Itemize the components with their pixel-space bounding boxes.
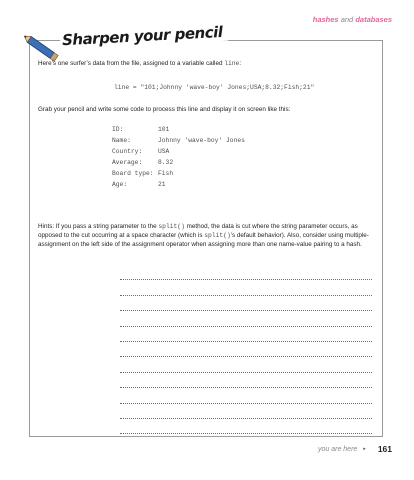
output-label: ID:	[112, 126, 124, 133]
intro-sentence: Here’s one surfer’s data from the file, assigned to a variable called	[38, 60, 223, 67]
answer-line[interactable]	[120, 388, 372, 403]
output-value: Fish	[158, 170, 174, 177]
output-row	[112, 146, 245, 157]
answer-line[interactable]	[120, 373, 372, 388]
hints-code-2: split()	[204, 232, 231, 240]
output-row	[112, 124, 245, 135]
hints-paragraph	[38, 222, 373, 250]
answer-line[interactable]	[120, 296, 372, 311]
hints-part-3: ’s default behavior). Also, consider using multiple-assignment on the left side of the assignment operator when assigning more than one name-value pairing to a hash.	[38, 232, 369, 249]
answer-line[interactable]	[120, 404, 372, 419]
hints-part-2: method, the data is cut where the string parameter occurs, as opposed to the cut occurring at a space character (which is	[38, 223, 358, 240]
instruction-text: Grab your pencil and write some code to process this line and display it on screen like this:	[38, 106, 291, 113]
output-row	[112, 179, 245, 190]
output-row	[112, 168, 245, 179]
intro-colon: :	[239, 60, 242, 67]
output-value: 21	[158, 181, 166, 188]
running-head-databases: databases	[355, 15, 392, 24]
output-label: Name:	[112, 137, 131, 144]
sharpen-your-pencil-heading: Sharpen your pencil	[60, 23, 229, 50]
output-row	[112, 157, 245, 168]
output-label: Average:	[112, 159, 143, 166]
output-value: Johnny 'wave-boy' Jones	[158, 137, 245, 144]
answer-lines[interactable]	[120, 265, 372, 434]
output-label: Board type:	[112, 170, 154, 177]
running-head-hashes: hashes	[312, 15, 339, 24]
arrow-icon: ▸	[363, 446, 366, 452]
sample-output	[112, 124, 245, 190]
hints-code-1: split()	[158, 223, 185, 230]
answer-line[interactable]	[120, 419, 372, 434]
page-footer	[318, 444, 392, 454]
answer-line[interactable]	[120, 342, 372, 357]
answer-line[interactable]	[120, 311, 372, 326]
output-value: 8.32	[158, 159, 174, 166]
output-value: 101	[158, 126, 170, 133]
you-are-here-label: you are here	[317, 445, 358, 453]
answer-line[interactable]	[120, 327, 372, 342]
output-row	[112, 135, 245, 146]
answer-line[interactable]	[120, 280, 372, 295]
hints-part-1: Hints: If you pass a string parameter to the	[38, 223, 157, 230]
intro-variable: line	[224, 60, 240, 67]
code-line: line = "101;Johnny 'wave-boy' Jones;USA;8.32;Fish;21"	[114, 84, 315, 91]
intro-text	[38, 60, 241, 67]
page-number: 161	[377, 444, 392, 454]
running-head-and: and	[340, 15, 354, 24]
answer-line[interactable]	[120, 265, 372, 280]
running-head	[313, 15, 392, 24]
output-value: USA	[158, 148, 170, 155]
output-label: Country:	[112, 148, 143, 155]
output-label: Age:	[112, 181, 128, 188]
answer-line[interactable]	[120, 357, 372, 372]
